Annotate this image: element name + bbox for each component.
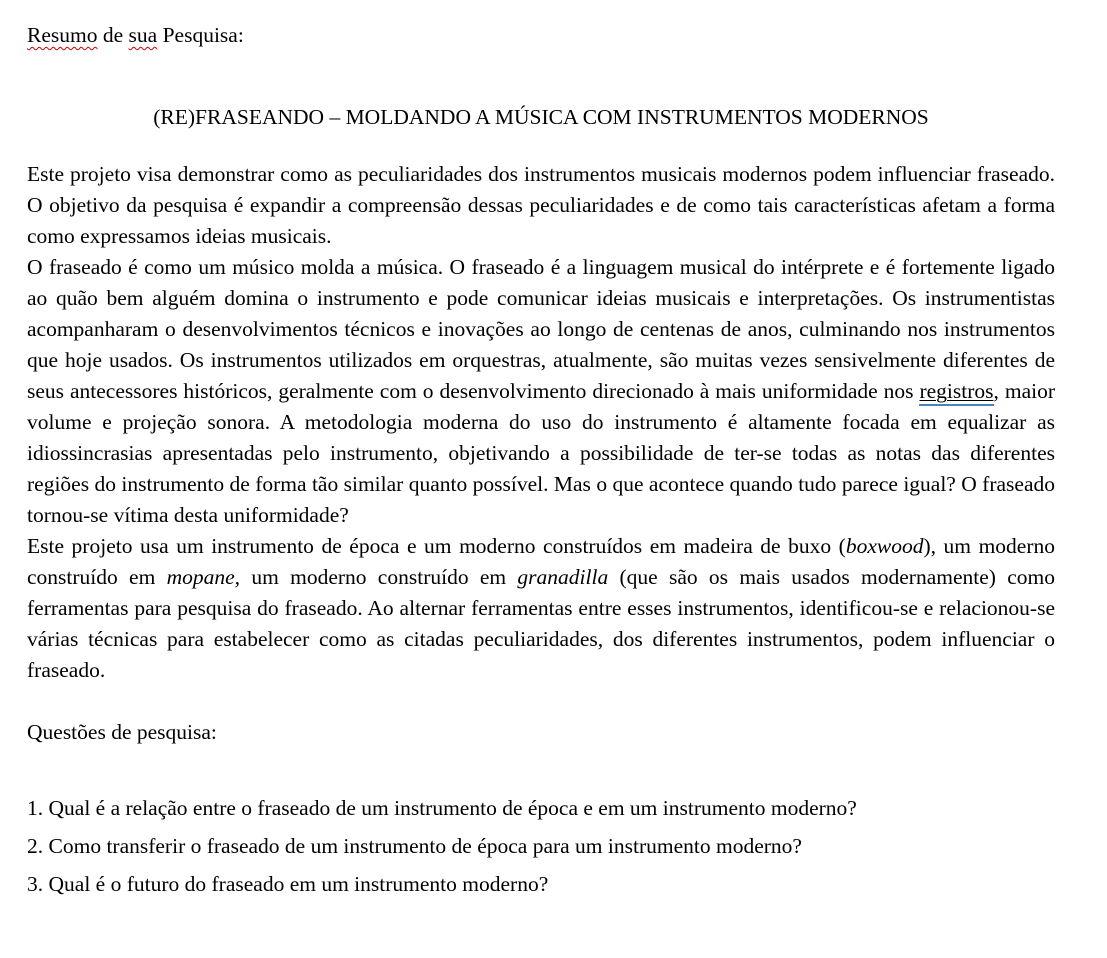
italic-text: mopane, (166, 565, 241, 589)
document-title: (RE)FRASEANDO – MOLDANDO A MÚSICA COM INSTRUMENTOS MODERNOS (153, 105, 929, 129)
text-segment: O fraseado é como um músico molda a música. O fraseado é a linguagem musical do intérprete e é fortemente ligado ao quão bem alguém domina o instrumento e pode comunicar ideias musicais e interpretações. Os instrumentistas acompanharam o desenvolvimentos técnicos e inovações ao longo de centenas de anos, culminando nos instrumentos que hoje usados. Os instrumentos utilizados em orquestras, atualmente, são muitas vezes sensivelmente diferentes de seus antecessores históricos, geralmente com o desenvolvimento direcionado à mais uniformidade nos (27, 255, 1055, 403)
text-segment: ), um moderno construído em (27, 534, 1056, 589)
research-question-1: 1. Qual é a relação entre o fraseado de um instrumento de época e em um instrumento moderno? (27, 796, 857, 820)
summary-label (27, 20, 1055, 51)
text-segment: (que são os mais usados modernamente) como ferramentas para pesquisa do fraseado. Ao alternar ferramentas entre esses instrumentos, identificou-se e relacionou-se várias técnicas para estabelecer como as citadas peculiaridades, dos diferentes instrumentos, podem influenciar o fraseado. (27, 565, 1055, 682)
text-segment: um moderno construído em (240, 565, 518, 589)
spellcheck-flagged-text: Resumo (27, 23, 98, 47)
text-segment: Pesquisa: (157, 23, 244, 47)
paragraph-1 (27, 159, 1055, 252)
italic-text: boxwood (845, 534, 924, 558)
paragraph-3 (27, 531, 1055, 686)
text-segment: de (97, 23, 129, 47)
questions-container (27, 793, 1055, 900)
text-segment: Este projeto visa demonstrar como as peculiaridades dos instrumentos musicais modernos podem influenciar fraseado. O objetivo da pesquisa é expandir a compreensão dessas peculiaridades e de como tais características afetam a forma como expressamos ideias musicais. (27, 162, 1055, 248)
italic-text: granadilla (517, 565, 609, 589)
text-segment: , maior volume e projeção sonora. A metodologia moderna do uso do instrumento é altamente focada em equalizar as idiossincrasias apresentadas pelo instrumento, objetivando a possibilidade de ter-se todas as notas das diferentes regiões do instrumento de forma tão similar quanto possível. Mas o que acontece quando tudo parece igual? O fraseado tornou-se vítima desta uniformidade? (27, 379, 1056, 527)
paragraphs-container (27, 159, 1055, 686)
research-question-3: 3. Qual é o futuro do fraseado em um instrumento moderno? (27, 872, 549, 896)
paragraph-2 (27, 252, 1055, 531)
text-segment: Este projeto usa um instrumento de época e um moderno construídos em madeira de buxo ( (27, 534, 846, 558)
questions-label: Questões de pesquisa: (27, 720, 217, 744)
research-question-2: 2. Como transferir o fraseado de um instrumento de época para um instrumento moderno? (27, 834, 802, 858)
grammar-flagged-text: registros (919, 379, 993, 406)
spellcheck-flagged-text: sua (128, 23, 158, 47)
